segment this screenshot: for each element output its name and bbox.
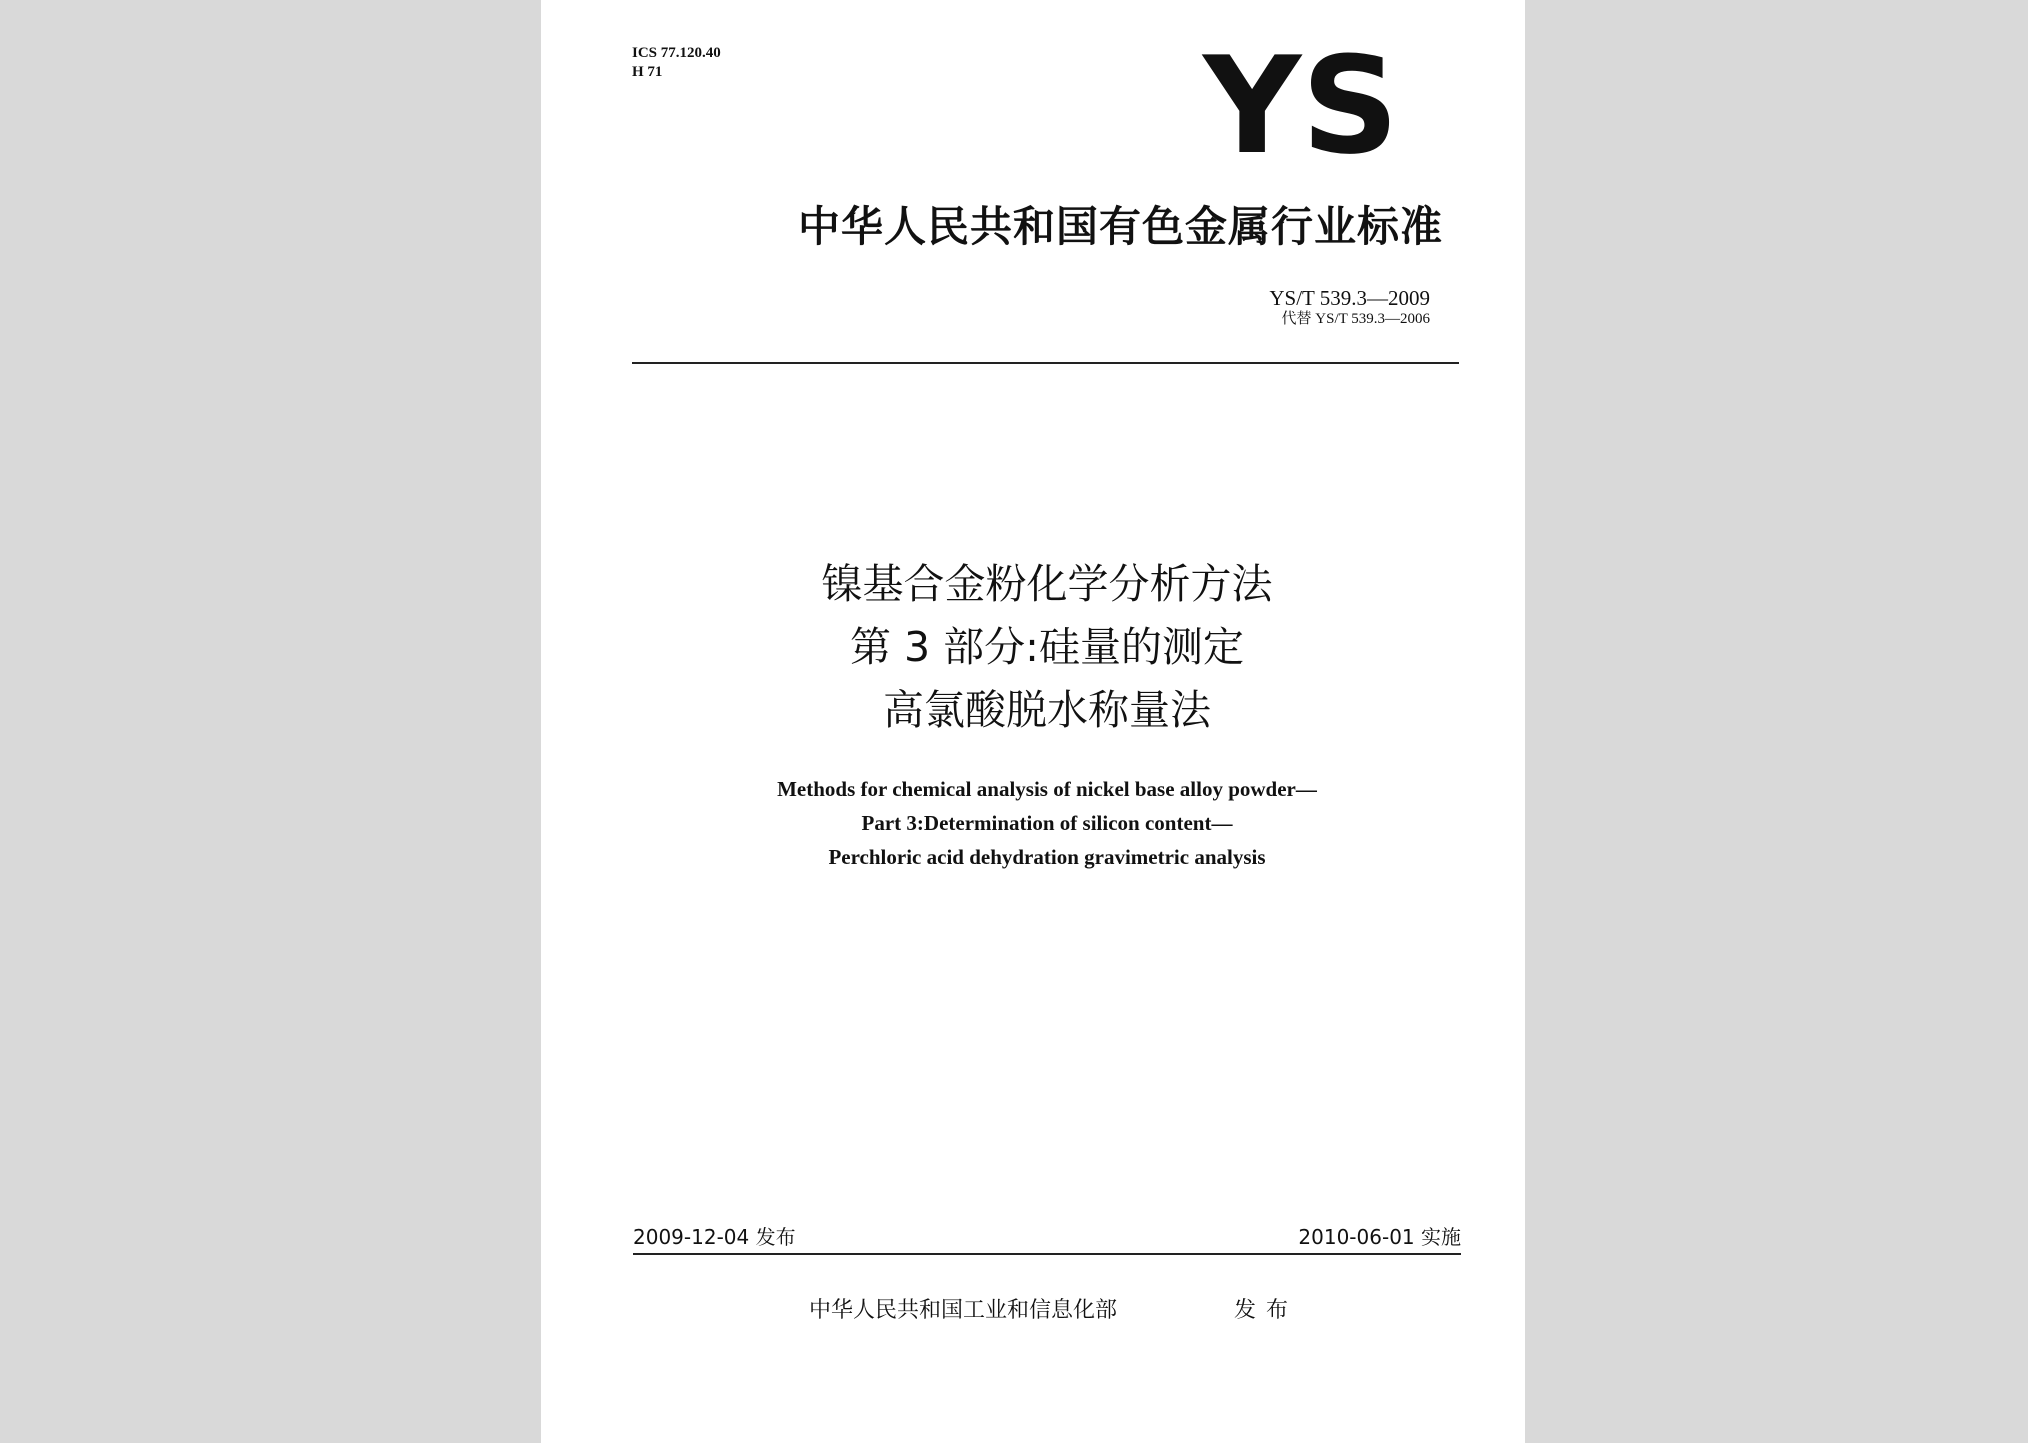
english-title	[541, 772, 1553, 874]
footer-divider	[633, 1253, 1461, 1255]
replaces-standard: 代替 YS/T 539.3—2006	[1281, 311, 1430, 327]
chinese-title-line-1: 镍基合金粉化学分析方法	[821, 560, 1273, 608]
chinese-title	[541, 553, 1553, 742]
implementation-date: 2010-06-01 实施	[1298, 1225, 1461, 1249]
issue-date: 2009-12-04 发布	[633, 1225, 796, 1249]
document-page	[541, 0, 1525, 1443]
national-standard-title: 中华人民共和国有色金属行业标准	[797, 202, 1443, 251]
header-divider	[632, 362, 1459, 364]
english-title-line-3: Perchloric acid dehydration gravimetric analysis	[828, 845, 1266, 869]
ys-logo	[1201, 44, 1401, 164]
classification-codes	[632, 44, 721, 82]
english-title-line-2: Part 3:Determination of silicon content—	[861, 811, 1233, 835]
class-code: H 71	[632, 64, 663, 80]
ics-code: ICS 77.120.40	[632, 45, 721, 61]
standard-number: YS/T 539.3—2009	[1269, 286, 1430, 310]
publisher: 中华人民共和国工业和信息化部	[809, 1298, 1118, 1323]
chinese-title-line-3: 高氯酸脱水称量法	[883, 686, 1211, 734]
logo-text: YS	[1201, 44, 1399, 164]
chinese-title-line-2: 第 3 部分:硅量的测定	[850, 623, 1244, 671]
publish-label: 发布	[1234, 1298, 1299, 1323]
english-title-line-1: Methods for chemical analysis of nickel base alloy powder—	[777, 777, 1317, 801]
